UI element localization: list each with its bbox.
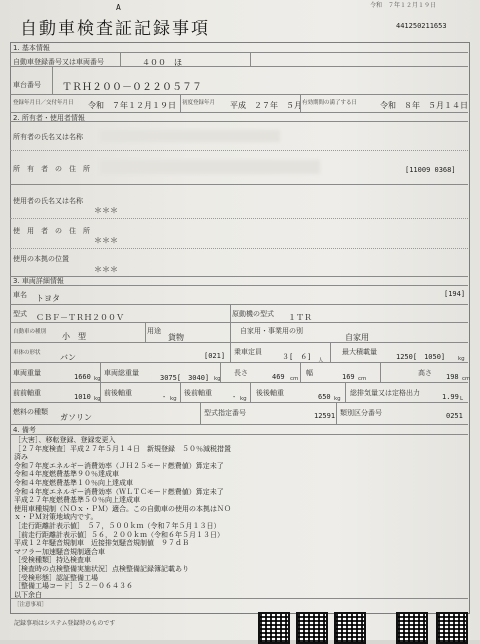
section-2-heading: 2. 所有者・使用者情報 <box>13 114 85 122</box>
base-location-label: 使用の本拠の位置 <box>13 255 69 263</box>
owner-address-label: 所 有 者 の 住 所 <box>13 165 90 173</box>
use-label: 用途 <box>147 327 161 335</box>
purpose-value: 自家用 <box>345 333 369 342</box>
chassis-value: ＴＲＨ２００－０２２０５７７ <box>62 82 202 93</box>
owner-name-label: 所有者の氏名又は名称 <box>13 133 83 141</box>
type-cert-label: 型式指定番号 <box>204 409 246 417</box>
gross-weight-unit: kg <box>214 376 221 382</box>
note-line: 済み <box>14 453 28 462</box>
height-unit: cm <box>462 376 471 382</box>
max-load-unit: kg <box>458 356 465 362</box>
issue-date-value: 令和 ７年１２月１９日 <box>88 101 176 110</box>
width-value: 169 <box>342 373 355 381</box>
expiry-value: 令和 ８年 ５月１４日 <box>380 101 468 110</box>
rear-rear-axle-unit: kg <box>334 396 341 402</box>
length-unit: cm <box>290 376 299 382</box>
body-label: 車体の形状 <box>13 350 41 356</box>
expiry-label: 有効期間の満了する日 <box>302 100 358 106</box>
note-line: マフラー加速騒音規制適合車 <box>14 547 105 556</box>
displacement-value: 1.99 <box>442 393 459 401</box>
engine-label: 原動機の型式 <box>232 310 274 318</box>
note-line: 令和７年度エネルギー消費効率（ＪＨ２５モード燃費値）算定未了 <box>14 461 224 470</box>
reg-number-label: 自動車登録番号又は車両番号 <box>13 58 104 66</box>
maker-value: トヨタ <box>36 294 60 303</box>
type-cert-value: 12591 <box>314 412 336 420</box>
note-line: 令和４年度燃費基準９０％達成車 <box>14 470 119 479</box>
qr-code <box>258 612 290 644</box>
user-name-value: ＊＊＊ <box>94 206 118 215</box>
user-address-label: 使 用 者 の 住 所 <box>13 227 90 235</box>
model-label: 型式 <box>13 310 27 318</box>
qr-code <box>436 612 468 644</box>
notes-block <box>14 436 231 599</box>
purpose-label: 自家用・事業用の別 <box>240 327 303 335</box>
qr-code <box>334 612 366 644</box>
note-line: ｘ・ＰＭ対策地域内です。 <box>14 513 98 522</box>
length-label: 長さ <box>234 369 248 377</box>
body-value: バン <box>60 353 76 362</box>
model-value: ＣＢＦ－ＴＲＨ２００Ｖ <box>36 313 124 322</box>
qr-code <box>296 612 328 644</box>
user-address-value: ＊＊＊ <box>94 236 118 245</box>
engine-value: １ＴＲ <box>288 313 312 322</box>
vehicle-weight-label: 車両重量 <box>13 369 41 377</box>
section-4-heading: 4. 備考 <box>13 426 36 434</box>
redacted-owner-address <box>100 160 320 174</box>
width-label: 幅 <box>306 369 313 377</box>
vehicle-weight-unit: kg <box>94 376 101 382</box>
height-label: 高さ <box>418 369 432 377</box>
page-mark: A <box>116 3 121 12</box>
note-line: ［検査時の点検整備実施状況］点検整備記録簿記載あり <box>14 564 189 573</box>
front-rear-axle-unit: kg <box>170 396 177 402</box>
top-date: 令和 ７年１２月１９日 <box>370 2 437 9</box>
rear-front-axle-unit: kg <box>240 396 247 402</box>
displacement-label: 総排気量又は定格出力 <box>350 389 420 397</box>
note-line: 以下余白 <box>14 590 42 599</box>
body-code: [021] <box>204 352 226 360</box>
rear-rear-axle-value: 650 <box>318 393 331 401</box>
document-number: 441250211653 <box>396 22 447 30</box>
page-title: 自動車検査証記録事項 <box>20 19 210 39</box>
rear-rear-axle-label: 後後軸重 <box>256 389 284 397</box>
issue-date-label: 登録年月日／交付年月日 <box>13 100 74 106</box>
qr-code <box>396 612 428 644</box>
redacted-owner-name <box>100 130 280 142</box>
vehicle-weight-value: 1660 <box>74 373 91 381</box>
height-value: 198 <box>446 373 459 381</box>
maker-label: 車名 <box>13 291 27 299</box>
notice-label: ［注意事項］ <box>14 602 48 608</box>
class-number-label: 類別区分番号 <box>340 409 382 417</box>
first-reg-value: 平成 ２７年 ５月 <box>230 101 302 110</box>
maker-code: [194] <box>444 290 466 298</box>
front-front-axle-label: 前前軸重 <box>13 389 41 397</box>
note-line: ［受検形態］認証整備工場 <box>14 573 98 582</box>
kind-value: 小 型 <box>62 332 86 341</box>
max-load-value: 1250[ 1050] <box>396 353 446 361</box>
rear-front-axle-label: 後前軸重 <box>184 389 212 397</box>
class-number-value: 0251 <box>446 412 463 420</box>
first-reg-label: 初度登録年月 <box>182 100 216 106</box>
note-line: ［整備工場コード］５２－０６４３６ <box>14 582 133 591</box>
owner-code: [11009 0368] <box>405 166 456 174</box>
note-line: ［大害］、移転登録、登録変更入 <box>14 436 116 444</box>
displacement-unit: L <box>460 396 464 402</box>
section-1-heading: 1. 基本情報 <box>13 44 50 52</box>
gross-weight-label: 車両総重量 <box>104 369 139 377</box>
reg-number-value: ４００ ほ <box>142 58 182 67</box>
width-unit: cm <box>358 376 367 382</box>
gross-weight-value: 3075[ 3040] <box>160 374 210 382</box>
note-line: ［走行距離計表示値］ ５７，５００ｋｍ（令和７年５月１３日） <box>14 521 221 530</box>
user-name-label: 使用者の氏名又は名称 <box>13 197 83 205</box>
front-rear-axle-label: 前後軸重 <box>104 389 132 397</box>
rear-front-axle-value: - <box>232 393 237 401</box>
note-line: 平成２７年度燃費基準５０％向上達成車 <box>14 496 140 505</box>
note-line: ［２７年度検査］平成２７年５月１４日 新規登録 ５０％減税措置 <box>14 444 231 453</box>
length-value: 469 <box>272 373 285 381</box>
note-line: 令和４年度燃費基準１０％向上達成車 <box>14 478 133 487</box>
fuel-label: 燃料の種類 <box>13 408 48 416</box>
base-location-value: ＊＊＊ <box>94 265 118 274</box>
front-front-axle-value: 1010 <box>74 393 91 401</box>
capacity-unit: 人 <box>318 358 324 364</box>
chassis-label: 車台番号 <box>13 81 41 89</box>
kind-label: 自動車の種別 <box>13 329 47 335</box>
front-front-axle-unit: kg <box>94 396 101 402</box>
capacity-value: ３[ ６] <box>282 353 312 361</box>
note-line: 使用車種規制（ＮＯｘ・ＰＭ）適合。この自動車の使用の本拠はＮＯ <box>14 504 231 513</box>
use-value: 貨物 <box>168 333 184 342</box>
note-line: 令和４年度エネルギー消費効率（ＷＬＴＣモード燃費値）算定未了 <box>14 487 224 496</box>
fuel-value: ガソリン <box>60 413 92 422</box>
footer-text: 記録事項はシステム登録時のものです <box>14 620 116 627</box>
capacity-label: 乗車定員 <box>234 348 262 356</box>
note-line: ［受検種類］持込検査車 <box>14 556 91 565</box>
note-line: 平成１２年騒音規制車 近接排気騒音規制値 ９７ｄＢ <box>14 539 189 548</box>
note-line: ［前走行距離計表示値］５６，２００ｋｍ（令和６年５月１３日） <box>14 530 224 539</box>
max-load-label: 最大積載量 <box>342 348 377 356</box>
front-rear-axle-value: - <box>162 393 167 401</box>
section-3-heading: 3. 車両詳細情報 <box>13 277 64 285</box>
